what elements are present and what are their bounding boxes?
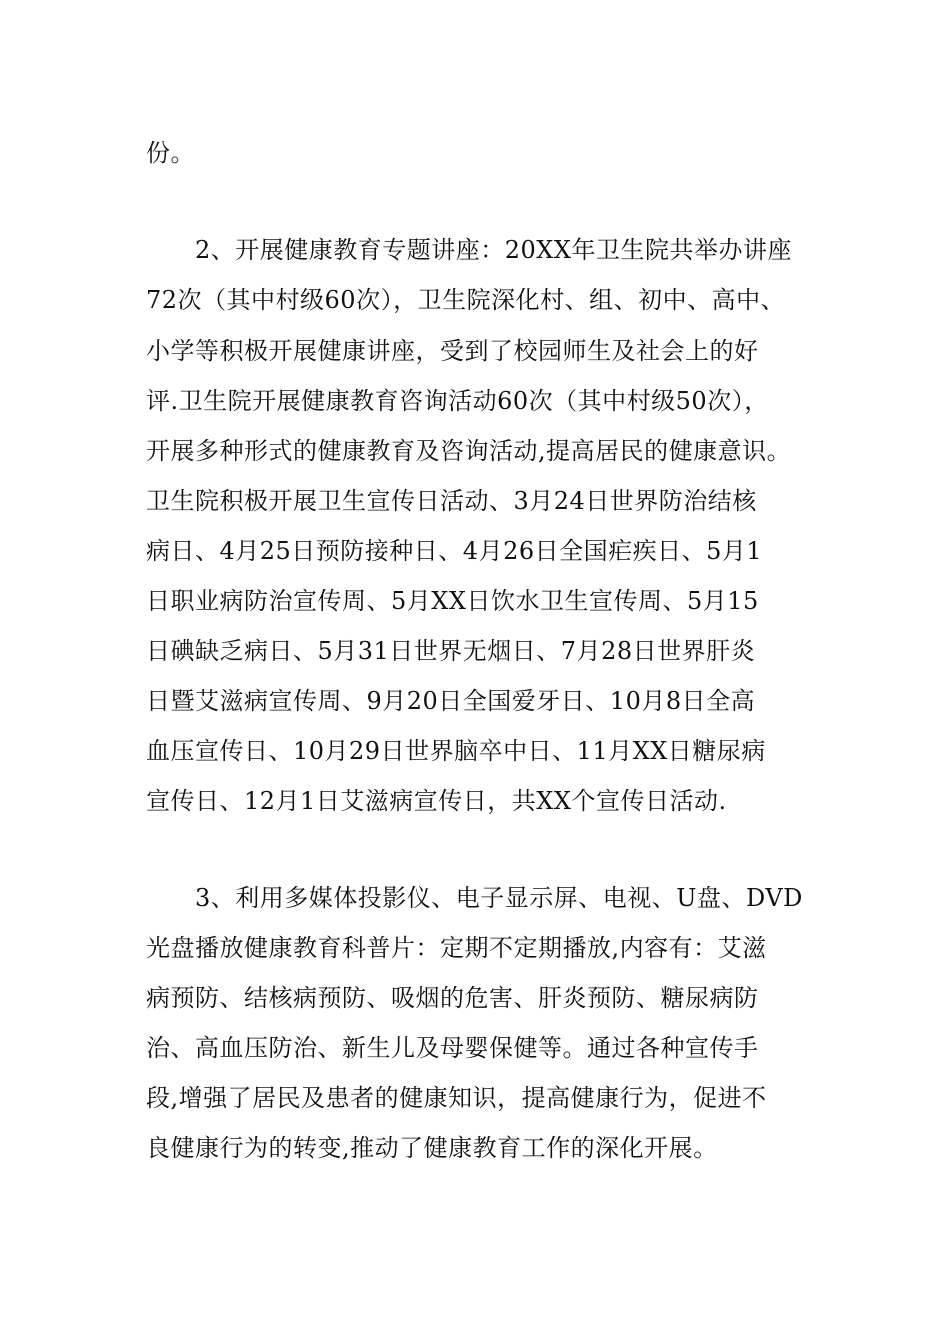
text-line: 开展多种形式的健康教育及咨询活动,提高居民的健康意识。 (146, 437, 792, 465)
text-line: 小学等积极开展健康讲座，受到了校园师生及社会上的好 (146, 337, 759, 365)
text-line: 72次（其中村级60次），卫生院深化村、组、初中、高中、 (146, 286, 786, 314)
text-line: 宣传日、12月1日艾滋病宣传日，共XX个宣传日活动. (146, 787, 727, 815)
text-line: 光盘播放健康教育科普片：定期不定期播放,内容有：艾滋 (146, 934, 767, 962)
text-line: 病预防、结核病预防、吸烟的危害、肝炎预防、糖尿病防 (146, 984, 759, 1012)
text-line: 血压宣传日、10月29日世界脑卒中日、11月XX日糖尿病 (146, 737, 766, 765)
text-line: 日职业病防治宣传周、5月XX日饮水卫生宣传周、5月15 (146, 587, 759, 615)
text-line: 评.卫生院开展健康教育咨询活动60次（其中村级50次）， (146, 387, 769, 415)
text-line: 治、高血压防治、新生儿及母婴保健等。通过各种宣传手 (146, 1034, 759, 1062)
text-line: 2、开展健康教育专题讲座：20XX年卫生院共举办讲座 (146, 236, 792, 264)
text-line: 病日、4月25日预防接种日、4月26日全国疟疾日、5月1 (146, 537, 763, 565)
text-line: 3、利用多媒体投影仪、电子显示屏、电视、U盘、DVD (146, 884, 803, 912)
text-line: 日暨艾滋病宣传周、9月20日全国爱牙日、10月8日全高 (146, 687, 756, 715)
text-line: 良健康行为的转变,推动了健康教育工作的深化开展。 (146, 1134, 718, 1162)
text-line: 份。 (146, 139, 195, 167)
text-line: 卫生院积极开展卫生宣传日活动、3月24日世界防治结核 (146, 487, 757, 515)
text-line: 日碘缺乏病日、5月31日世界无烟日、7月28日世界肝炎 (146, 637, 756, 665)
text-line: 段,增强了居民及患者的健康知识，提高健康行为，促进不 (146, 1084, 767, 1112)
